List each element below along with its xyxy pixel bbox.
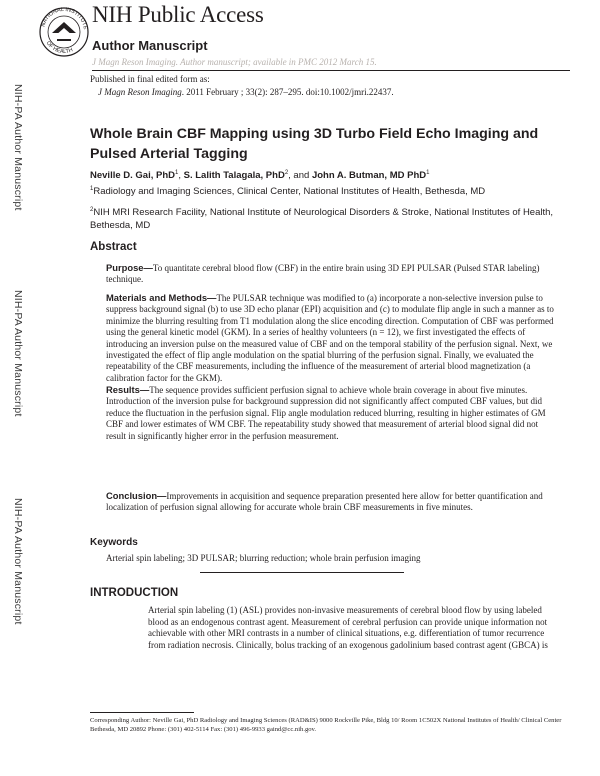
abstract-methods [106, 292, 558, 384]
header-rule [92, 70, 570, 71]
author-2-affiliation: 2 [284, 169, 289, 176]
abstract-results [106, 384, 558, 442]
corresponding-author-footnote: Corresponding Author: Neville Gai, PhD Radiology and Imaging Sciences (RAD&IS) 9000 Rockville Pike, Bldg 10/ Room 1C502X National Institutes of Health/ Clinical Center Bethesda, MD 20892 Phone: (301) 402-5114 Fax: (301) 496-9933 gaind@cc.nih.gov. [90, 717, 562, 733]
affiliation-1-marker: 1 [90, 185, 94, 192]
results-label: Results— [106, 384, 150, 395]
citation-journal: J Magn Reson Imaging [98, 87, 182, 97]
side-label-2: NIH-PA Author Manuscript [12, 290, 24, 417]
author-3: John A. Butman, MD PhD [311, 170, 427, 181]
published-label: Published in final edited form as: [90, 74, 210, 84]
svg-text:NATIONAL INSTITUTES: NATIONAL INSTITUTE [40, 6, 88, 30]
conclusion-text: Improvements in acquisition and sequence preparation presented here allow for better quantification and localization of perfusion signal allowing for accurate whole brain CBF measurements in five minutes. [106, 491, 543, 513]
affiliation-1 [90, 186, 485, 197]
affiliation-2 [90, 206, 560, 232]
affiliation-1-text: Radiology and Imaging Sciences, Clinical Center, National Institutes of Health, Bethesda, MD [93, 186, 486, 197]
methods-label: Materials and Methods— [106, 292, 217, 303]
author-3-affiliation: 1 [426, 169, 430, 176]
introduction-heading: INTRODUCTION [90, 587, 179, 599]
results-text: The sequence provides sufficient perfusion signal to achieve whole brain coverage in about five minutes. Introduction of the inversion pulse for background suppression did not significantly affect computed CBF values, but did reduce the fluctuation in the perfusion signal. Flip angle modulation reduced blurring, resulting in higher estimates of GM CBF and lower estimates of WM CBF. The repeatability study showed that measurement of arterial blood signal did not result in significantly higher error in the perfusion measurement. [106, 385, 546, 441]
author-2: S. Lalith Talagala, PhD [183, 170, 285, 181]
svg-text:OF HEALTH: OF HEALTH [44, 40, 74, 56]
article-title: Whole Brain CBF Mapping using 3D Turbo Field Echo Imaging and Pulsed Arterial Tagging [90, 126, 539, 162]
nih-logo [38, 3, 90, 69]
methods-text: The PULSAR technique was modified to (a) incorporate a non-selective inversion pulse to suppress background signal (b) to use 3D echo planar (EPI) acquisition and (c) to modulate flip angle in such a manner as to minimize the blurring resulting from T1 modulation along the slice encoding direction. Computation of CBF was performed using the general kinetic model (GKM). In a series of healthy volunteers (n = 12), we first investigated the effects of introducing an inversion pulse on the measured value of CBF and on the temporal stability of the perfusion signal. Next, we investigated the effect of flip angle modulation on the spatial blurring of the perfusion signal. Finally, we evaluated the repeatability of the CBF measurements, including the influence of the measurement of arterial blood magnetization (a calibration factor for the GKM). [106, 293, 554, 383]
author-conjunction: , and [288, 170, 312, 181]
affiliation-2-text: NIH MRI Research Facility, National Institute of Neurological Disorders & Stroke, National Institutes of Health, Bethesda, MD [90, 207, 554, 231]
purpose-text: To quantitate cerebral blood flow (CBF) in the entire brain using 3D EPI PULSAR (Pulsed STAR labeling) technique. [106, 263, 540, 285]
header-title: NIH Public Access [92, 2, 264, 27]
author-list: Neville D. Gai, PhD$^1$, S. Lalith Talagala, PhD$^2$, and John A. Butman, MD PhD$^1$ [90, 169, 430, 181]
author-1-affiliation: 1 [175, 169, 179, 176]
citation-details: . 2011 February ; 33(2): 287–295. doi:10.1002/jmri.22437. [181, 87, 394, 97]
side-label-3: NIH-PA Author Manuscript [12, 498, 24, 625]
keywords-heading: Keywords [90, 537, 138, 548]
author-1: Neville D. Gai, PhD [90, 170, 175, 181]
abstract-heading: Abstract [90, 241, 137, 253]
citation [98, 87, 394, 97]
affiliation-2-marker: 2 [90, 206, 94, 213]
footnote-rule [90, 712, 194, 713]
header-availability-note: J Magn Reson Imaging. Author manuscript; available in PMC 2012 March 15. [92, 57, 377, 67]
section-separator [200, 572, 404, 573]
purpose-label: Purpose— [106, 262, 153, 273]
conclusion-label: Conclusion— [106, 490, 167, 501]
header-subtitle: Author Manuscript [92, 38, 208, 53]
introduction-text: Arterial spin labeling (1) (ASL) provides non-invasive measurements of cerebral blood flow by using labeled blood as an endogenous contrast agent. Measurement of cerebral perfusion can provide unique information not achievable with other MRI contrasts in a number of clinical situations, e.g. differentiation of tumor recurrence from radiation necrosis. Clinically, bolus tracking of an exogenous gadolinium based contrast agent (GBCA) is [148, 605, 548, 650]
abstract-conclusion [106, 490, 558, 514]
keywords-text: Arterial spin labeling; 3D PULSAR; blurring reduction; whole brain perfusion imaging [106, 553, 421, 563]
side-label-1: NIH-PA Author Manuscript [12, 84, 24, 211]
abstract-purpose [106, 262, 558, 286]
